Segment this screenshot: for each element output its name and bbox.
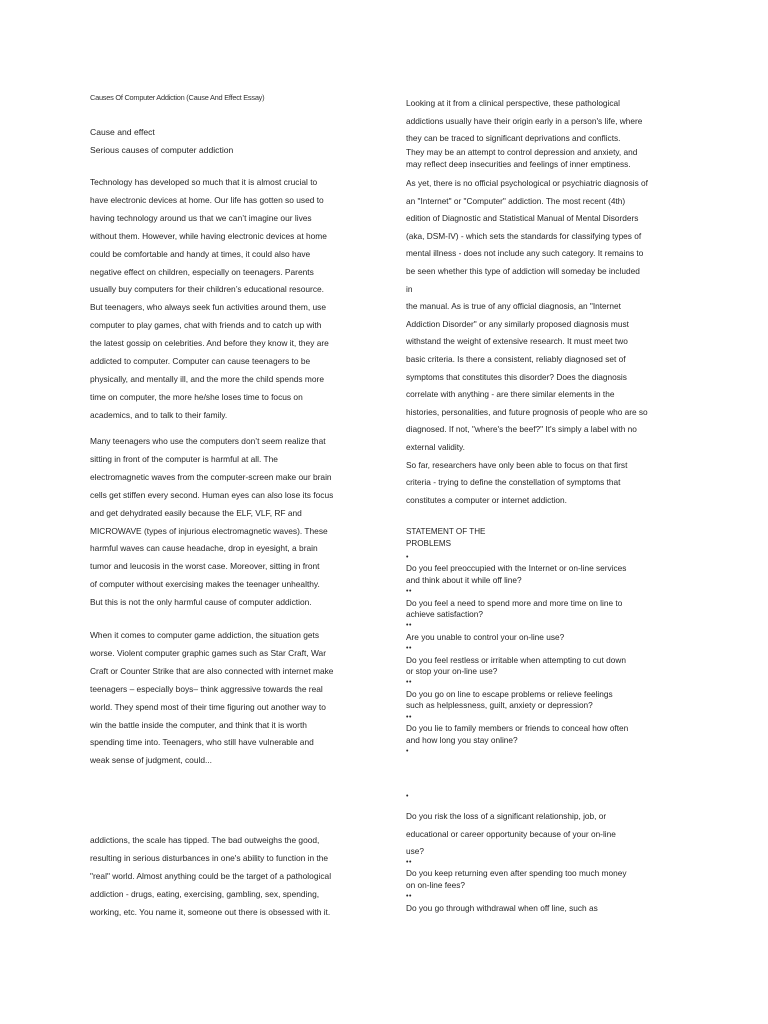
bullet-marker: •• bbox=[406, 893, 412, 901]
statement-heading-line: STATEMENT OF THE bbox=[406, 527, 486, 536]
bullet-marker: •• bbox=[406, 713, 412, 721]
statement-heading bbox=[406, 526, 684, 549]
right-paragraph-1 bbox=[406, 95, 684, 148]
question-line: Do you keep returning even after spending too much money bbox=[406, 868, 627, 879]
bullet-marker: • bbox=[406, 554, 409, 561]
text-line: world. They spend most of their time figuring out another way to bbox=[90, 701, 326, 712]
text-line: electromagnetic waves from the computer-screen make our brain bbox=[90, 471, 332, 482]
text-line: be seen whether this type of addiction will someday be included bbox=[406, 265, 640, 276]
questions-list-3 bbox=[406, 857, 684, 914]
text-line: MICROWAVE (types of injurious electromagnetic waves). These bbox=[90, 525, 328, 536]
text-line: having technology around us that we can’t imagine our lives bbox=[90, 212, 312, 223]
question-line: Do you feel restless or irritable when attempting to cut down bbox=[406, 654, 626, 665]
text-line: harmful waves can cause headache, drop in eyesight, a brain bbox=[90, 543, 318, 554]
bullet-marker: •• bbox=[406, 645, 412, 653]
text-line: an "Internet" or "Computer" addiction. The most recent (4th) bbox=[406, 195, 626, 206]
question-line: and think about it while off line? bbox=[406, 574, 522, 585]
text-line: mental illness - does not include any such category. It remains to bbox=[406, 248, 644, 259]
text-line: of computer without exercising makes the teenager unhealthy. bbox=[90, 579, 320, 590]
bullet-marker: • bbox=[406, 747, 409, 755]
statement-heading-line: PROBLEMS bbox=[406, 538, 451, 548]
text-line: But this is not the only harmful cause of computer addiction. bbox=[90, 597, 312, 608]
text-line: computer to play games, chat with friends and to catch up with bbox=[90, 320, 322, 331]
left-paragraph-1 bbox=[90, 174, 365, 425]
text-line: But teenagers, who always seek fun activities around them, use bbox=[90, 302, 327, 313]
question-line: Do you risk the loss of a significant relationship, job, or bbox=[406, 811, 607, 821]
question-line: achieve satisfaction? bbox=[406, 609, 484, 620]
text-line: resulting in serious disturbances in one's ability to function in the bbox=[90, 852, 329, 863]
text-line: usually buy computers for their children’s educational resource. bbox=[90, 284, 325, 295]
text-line: basic criteria. Is there a consistent, reliably diagnosed set of bbox=[406, 353, 626, 364]
text-line: addicted to computer. Computer can cause teenagers to be bbox=[90, 356, 311, 367]
question-line: Do you go through withdrawal when off line, such as bbox=[406, 902, 598, 913]
text-line: external validity. bbox=[406, 441, 465, 452]
text-line: Looking at it from a clinical perspective, these pathological bbox=[406, 98, 620, 108]
text-line: without them. However, while having electronic devices at home bbox=[90, 230, 327, 241]
heading-cause-effect: Cause and effect bbox=[90, 127, 155, 137]
text-line: could be comfortable and handy at times, it could also have bbox=[90, 248, 311, 259]
text-line: win the battle inside the computer, and think that it is worth bbox=[90, 719, 307, 730]
text-line: withstand the weight of extensive research. It must meet two bbox=[406, 336, 628, 347]
text-line: working, etc. You name it, someone out there is obsessed with it. bbox=[90, 906, 331, 917]
text-line: Addiction Disorder" or any similarly proposed diagnosis must bbox=[406, 318, 629, 329]
question-line: on on-line fees? bbox=[406, 879, 466, 890]
question-line: Do you lie to family members or friends to conceal how often bbox=[406, 723, 629, 734]
text-line: tumor and leucosis in the worst case. Moreover, sitting in front bbox=[90, 561, 320, 572]
text-line: may reflect deep insecurities and feelings of inner emptiness. bbox=[406, 158, 631, 169]
text-line: sitting in front of the computer is harmful at all. The bbox=[90, 453, 278, 464]
text-line: constitutes a computer or internet addiction. bbox=[406, 494, 567, 505]
text-line: addictions, the scale has tipped. The bad outweighs the good, bbox=[90, 835, 320, 845]
text-line: in bbox=[406, 283, 413, 294]
text-line: negative effect on children, especially on teenagers. Parents bbox=[90, 266, 314, 277]
text-line: and get dehydrated easily because the ELF, VLF, RF and bbox=[90, 507, 302, 518]
text-line: time on computer, the more he/she loses time to focus on bbox=[90, 391, 303, 402]
text-line: academics, and to talk to their family. bbox=[90, 409, 228, 420]
text-line: addictions usually have their origin early in a person's life, where bbox=[406, 115, 643, 126]
text-line: criteria - trying to define the constellation of symptoms that bbox=[406, 477, 621, 488]
right-paragraph-3 bbox=[406, 175, 684, 509]
text-line: the manual. As is true of any official diagnosis, an "Internet bbox=[406, 301, 621, 312]
section-heading bbox=[90, 124, 233, 159]
text-line: When it comes to computer game addiction, the situation gets bbox=[90, 630, 320, 640]
text-line: edition of Diagnostic and Statistical Manual of Mental Disorders bbox=[406, 213, 639, 224]
text-line: teenagers – especially boys– think aggressive towards the real bbox=[90, 683, 323, 694]
bullet-marker: • bbox=[406, 793, 409, 800]
left-paragraph-2 bbox=[90, 433, 365, 612]
text-line: "real" world. Almost anything could be the target of a pathological bbox=[90, 870, 332, 881]
question-line: and how long you stay online? bbox=[406, 734, 518, 745]
text-line: diagnosed. If not, "where's the beef?" It's simply a label with no bbox=[406, 424, 637, 435]
text-line: addiction - drugs, eating, exercising, gambling, sex, spending, bbox=[90, 888, 320, 899]
question-line: educational or career opportunity because of your on-line bbox=[406, 828, 616, 839]
bullet-marker: •• bbox=[406, 588, 412, 596]
questions-list-1 bbox=[406, 552, 684, 757]
text-line: have electronic devices at home. Our life has gotten so used to bbox=[90, 194, 324, 205]
right-paragraph-2 bbox=[406, 147, 684, 170]
bullet-marker: •• bbox=[406, 622, 412, 630]
text-line: spending time into. Teenagers, who still have vulnerable and bbox=[90, 737, 314, 748]
question-line: Are you unable to control your on-line use? bbox=[406, 631, 565, 642]
document-title: Causes Of Computer Addiction (Cause And Effect Essay) bbox=[90, 93, 265, 102]
question-line: or stop your on-line use? bbox=[406, 666, 498, 677]
text-line: worse. Violent computer graphic games such as Star Craft, War bbox=[90, 647, 326, 658]
text-line: Craft or Counter Strike that are also connected with internet make bbox=[90, 665, 334, 676]
text-line: they can be traced to significant deprivations and conflicts. bbox=[406, 133, 621, 144]
text-line: They may be an attempt to control depression and anxiety, and bbox=[406, 147, 638, 157]
bullet-marker: •• bbox=[406, 859, 412, 866]
bullet-marker: •• bbox=[406, 679, 412, 687]
text-line: correlate with anything - are there similar elements in the bbox=[406, 389, 615, 400]
text-line: cells get stiffen every second. Human eyes can also lose its focus bbox=[90, 489, 334, 500]
left-paragraph-4 bbox=[90, 832, 365, 922]
text-line: histories, personalities, and future prognosis of people who are so bbox=[406, 406, 648, 417]
text-line: (aka, DSM-IV) - which sets the standards for classifying types of bbox=[406, 230, 642, 241]
text-line: weak sense of judgment, could... bbox=[90, 755, 212, 766]
text-line: Technology has developed so much that it is almost crucial to bbox=[90, 177, 318, 187]
question-line: such as helplessness, guilt, anxiety or depression? bbox=[406, 700, 593, 711]
question-line: Do you go on line to escape problems or relieve feelings bbox=[406, 688, 613, 699]
question-line: Do you feel a need to spend more and more time on line to bbox=[406, 597, 623, 608]
text-line: As yet, there is no official psychological or psychiatric diagnosis of bbox=[406, 178, 648, 188]
text-line: the latest gossip on celebrities. And before they know it, they are bbox=[90, 338, 329, 349]
text-line: Many teenagers who use the computers don’t seem realize that bbox=[90, 436, 326, 446]
question-line: Do you feel preoccupied with the Internet or on-line services bbox=[406, 563, 627, 574]
left-paragraph-3 bbox=[90, 627, 365, 770]
text-line: symptoms that constitutes this disorder? Does the diagnosis bbox=[406, 371, 627, 382]
text-line: So far, researchers have only been able to focus on that first bbox=[406, 459, 628, 470]
question-line: use? bbox=[406, 846, 424, 857]
questions-list-2 bbox=[406, 808, 684, 861]
heading-serious-causes: Serious causes of computer addiction bbox=[90, 144, 234, 155]
text-line: physically, and mentally ill, and the more the child spends more bbox=[90, 373, 324, 384]
